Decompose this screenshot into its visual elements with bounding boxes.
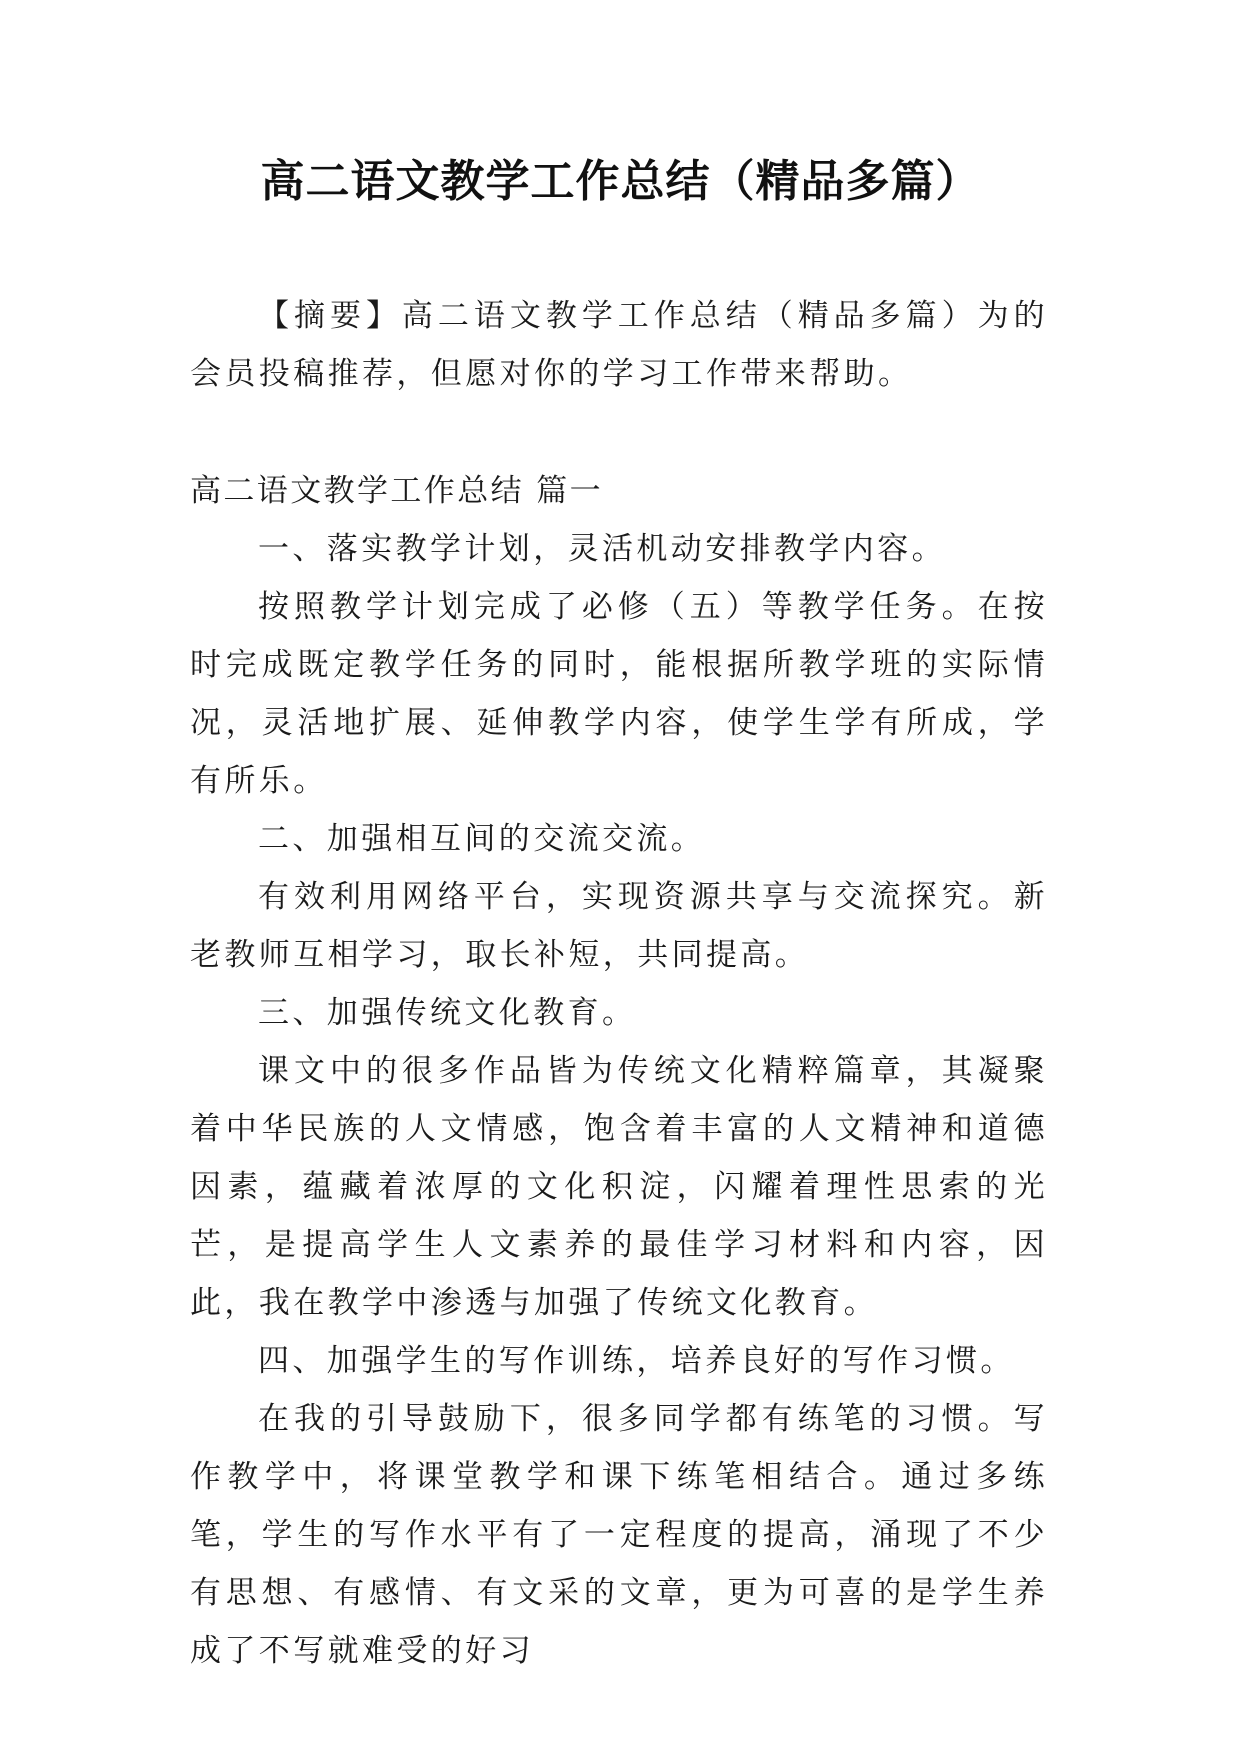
paragraph-heading-4: 四、加强学生的写作训练，培养良好的写作习惯。 <box>258 1343 1015 1379</box>
abstract-block <box>190 287 1048 403</box>
paragraph-heading-3: 三、加强传统文化教育。 <box>258 995 637 1031</box>
paragraph-heading-1: 一、落实教学计划，灵活机动安排教学内容。 <box>258 531 946 567</box>
paragraph-body-1: 按照教学计划完成了必修（五）等教学任务。在按时完成既定教学任务的同时，能根据所教学班的实际情况，灵活地扩展、延伸教学内容，使学生学有所成，学有所乐。 <box>190 589 1048 799</box>
paragraph-body-4: 在我的引导鼓励下，很多同学都有练笔的习惯。写作教学中，将课堂教学和课下练笔相结合。通过多练笔，学生的写作水平有了一定程度的提高，涌现了不少有思想、有感情、有文采的文章，更为可喜的是学生养成了不写就难受的好习 <box>190 1401 1048 1669</box>
paragraph-body-3: 课文中的很多作品皆为传统文化精粹篇章，其凝聚着中华民族的人文情感，饱含着丰富的人文精神和道德因素，蕴藏着浓厚的文化积淀，闪耀着理性思索的光芒，是提高学生人文素养的最佳学习材料和内容，因此，我在教学中渗透与加强了传统文化教育。 <box>190 1053 1048 1321</box>
document-title: 高二语文教学工作总结（精品多篇） <box>260 156 981 207</box>
section-heading: 高二语文教学工作总结 篇一 <box>190 473 604 509</box>
abstract-paragraph: 【摘要】高二语文教学工作总结（精品多篇）为的会员投稿推荐，但愿对你的学习工作带来帮助。 <box>190 298 1048 392</box>
paragraph-heading-2: 二、加强相互间的交流交流。 <box>258 821 706 857</box>
main-content <box>190 462 1048 1680</box>
paragraph-body-2: 有效利用网络平台，实现资源共享与交流探究。新老教师互相学习，取长补短，共同提高。 <box>190 879 1048 973</box>
